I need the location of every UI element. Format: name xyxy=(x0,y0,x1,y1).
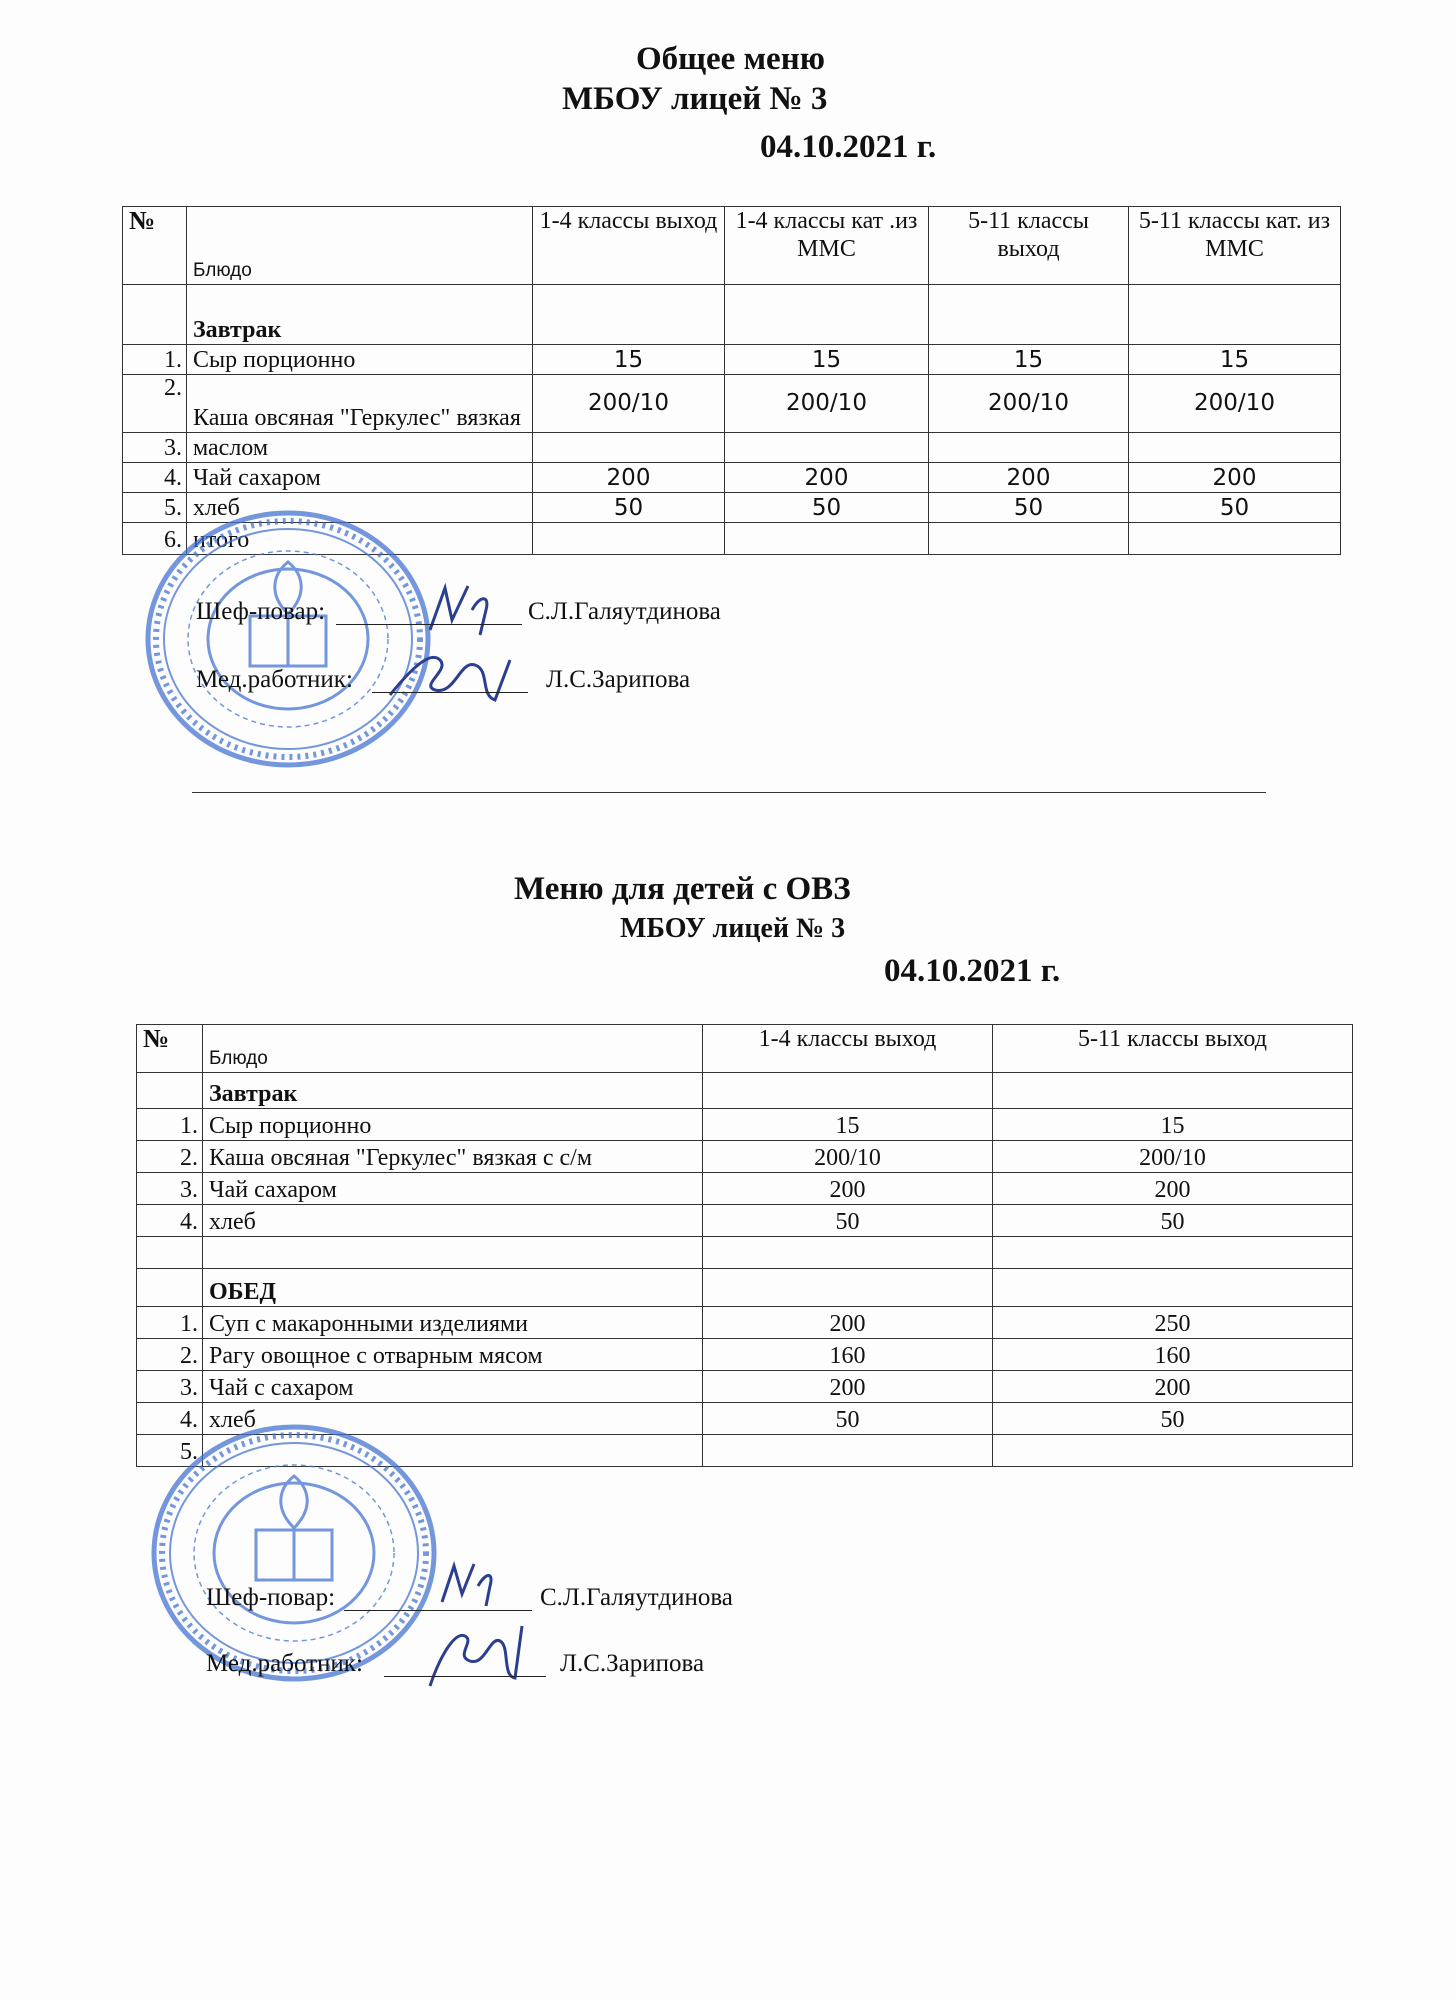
section-breakfast: Завтрак xyxy=(187,285,533,345)
chef-label: Шеф-повар: xyxy=(206,1584,336,1611)
menu2-date: 04.10.2021 г. xyxy=(884,953,1061,989)
table-row: 2. Каша овсяная "Геркулес" вязкая с с/м 200/10 200/10 xyxy=(137,1141,1353,1173)
section-breakfast: Завтрак xyxy=(203,1073,703,1109)
menu1-date: 04.10.2021 г. xyxy=(760,129,937,165)
table-row: 5. хлеб 50 50 50 50 xyxy=(123,493,1341,523)
med-signature-icon xyxy=(380,640,520,710)
header-col1: 1-4 классы выход xyxy=(703,1025,993,1073)
chef-signature-line xyxy=(344,1610,532,1611)
header-dish: Блюдо xyxy=(203,1025,703,1073)
med-name: Л.С.Зарипова xyxy=(546,666,691,693)
table-row: 2. Рагу овощное с отварным мясом 160 160 xyxy=(137,1339,1353,1371)
table-header-row xyxy=(123,207,1341,285)
section-row xyxy=(123,285,1341,345)
header-dish: Блюдо xyxy=(187,207,533,285)
empty-row xyxy=(137,1237,1353,1269)
header-col3: 5-11 классы выход xyxy=(929,207,1129,285)
table-row: 6. итого xyxy=(123,523,1341,555)
header-num: № xyxy=(123,207,187,285)
chef-signature-icon xyxy=(420,580,510,640)
chef-label: Шеф-повар: xyxy=(196,598,326,625)
menu1-table xyxy=(122,206,1341,555)
chef-name: С.Л.Галяутдинова xyxy=(540,1584,733,1611)
table-row: 4. Чай сахаром 200 200 200 200 xyxy=(123,463,1341,493)
school-stamp-icon xyxy=(144,1418,444,1688)
section-lunch: ОБЕД xyxy=(203,1269,703,1307)
section-divider xyxy=(192,792,1266,793)
menu2-school: МБОУ лицей № 3 xyxy=(620,913,846,944)
med-signature-icon xyxy=(420,1616,530,1696)
menu2-title: Меню для детей с ОВЗ xyxy=(514,871,851,907)
table-row: 4. хлеб 50 50 xyxy=(137,1205,1353,1237)
table-row: 3. Чай сахаром 200 200 xyxy=(137,1173,1353,1205)
med-signature-line xyxy=(372,692,528,693)
table-row: 3. маслом xyxy=(123,433,1341,463)
chef-signature-line xyxy=(336,624,522,625)
chef-signature-icon xyxy=(434,1560,514,1610)
menu1-title: Общее меню xyxy=(636,41,825,77)
header-col1: 1-4 классы выход xyxy=(533,207,725,285)
section-row xyxy=(137,1269,1353,1307)
med-name: Л.С.Зарипова xyxy=(560,1650,705,1677)
table-row: 1. Сыр порционно 15 15 xyxy=(137,1109,1353,1141)
med-signature-line xyxy=(384,1676,546,1677)
header-col4: 5-11 классы кат. из ММС xyxy=(1129,207,1341,285)
table-row: 3. Чай с сахаром 200 200 xyxy=(137,1371,1353,1403)
table-row: 1. Сыр порционно 15 15 15 15 xyxy=(123,345,1341,375)
header-col2: 5-11 классы выход xyxy=(993,1025,1353,1073)
med-label: Мед.работник: xyxy=(196,666,353,693)
chef-name: С.Л.Галяутдинова xyxy=(528,598,721,625)
menu2-table xyxy=(136,1024,1353,1467)
menu1-school: МБОУ лицей № 3 xyxy=(562,81,828,117)
school-stamp-icon xyxy=(138,504,438,774)
table-header-row xyxy=(137,1025,1353,1073)
table-row: 4. хлеб 50 50 xyxy=(137,1403,1353,1435)
section-row xyxy=(137,1073,1353,1109)
header-num: № xyxy=(137,1025,203,1073)
header-col2: 1-4 классы кат .из ММС xyxy=(725,207,929,285)
med-label: Мед.работник: xyxy=(206,1650,363,1677)
table-row: 2. Каша овсяная "Геркулес" вязкая 200/10 200/10 200/10 200/10 xyxy=(123,375,1341,433)
table-row: 5. xyxy=(137,1435,1353,1467)
table-row: 1. Суп с макаронными изделиями 200 250 xyxy=(137,1307,1353,1339)
